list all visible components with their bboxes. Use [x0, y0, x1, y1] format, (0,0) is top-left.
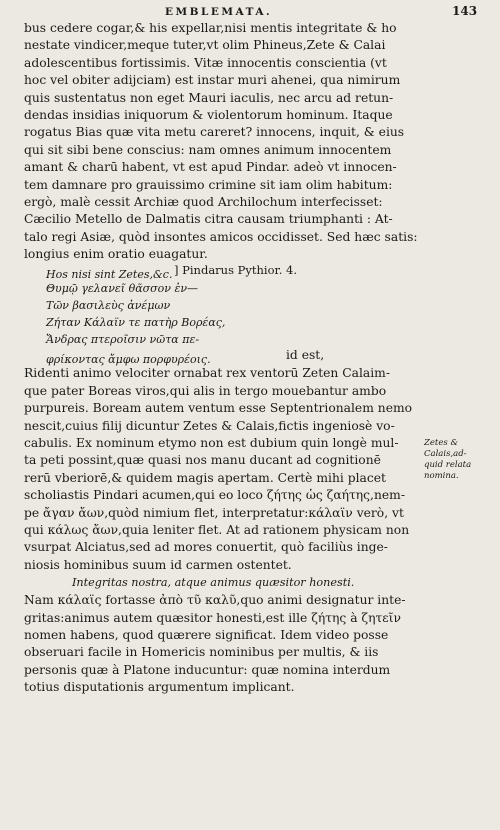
text-line: rerū vberiorē,& quidem magis apertam. Certè mihi placet [24, 470, 386, 485]
text-line: purpureis. Boream autem ventum esse Septentrionalem nemo [24, 401, 413, 416]
quote-lemma-row [24, 263, 432, 280]
text-line: adolescentibus fortissimis. Vitæ innocentis conscientia (vt [24, 55, 387, 70]
text-line: quis sustentatus non eget Mauri iaculis, nec arcu ad retun- [24, 90, 394, 105]
text-line: totius disputationis argumentum implicant. [24, 680, 295, 695]
greek-verse-last-row [24, 348, 432, 365]
text-line: nomen habens, quod quærere significat. Idem video posse [24, 627, 389, 642]
greek-verse-line: Θυμῷ γελανεῖ θᾶσσον ἐν— [46, 282, 199, 296]
text-line: hoc vel obiter adijciam) est instar muri ahenei, qua nimirum [24, 73, 401, 88]
text-line: gritas:animus autem quæsitor honesti,est ille ζήτης à ζητεῖν [24, 610, 401, 625]
text-line: pe ἄγαν ἄων,quòd nimium flet, interpretatur:κάλαϊν verò, vt [24, 505, 404, 520]
marginal-note-line: Zetes & [424, 438, 459, 448]
text-line: bus cedere cogar,& his expellar,nisi mentis integritate & ho [24, 21, 397, 35]
section-heading: Integritas nostra, atque animus quæsitor honesti. [72, 576, 355, 590]
text-line: ta peti possint,quæ quasi nos manu ducant ad cognitionē [24, 453, 381, 468]
text-line: ergò, malè cessit Archiæ quod Archilochum interfecisset: [24, 194, 383, 209]
text-line: Cæcilio Metello de Dalmatis citra causam triumphanti : At- [24, 212, 393, 227]
body-text [24, 20, 432, 697]
text-line: dendas insidias iniquorum & violentorum hominum. Itaque [24, 107, 393, 122]
greek-verse-line: Ζήταν Κάλαϊν τε πατὴρ Βορέας, [46, 316, 226, 330]
text-line: personis quæ à Platone inducuntur: quæ nomina interdum [24, 662, 391, 677]
text-line: amant & charū habent, vt est apud Pindar. adeò vt innocen- [24, 160, 397, 175]
verse-quotation [24, 263, 432, 365]
running-head: EMBLEMATA. [165, 6, 273, 18]
quote-lemma: Hos nisi sint Zetes,&c. [46, 268, 173, 282]
paragraph-1 [24, 20, 432, 263]
text-line: talo regi Asiæ, quòd insontes amicos occidisset. Sed hæc satis: [24, 229, 418, 244]
text-line: rogatus Bias quæ vita metu careret? innocens, inquit, & eius [24, 125, 405, 140]
text-line: longius enim oratio euagatur. [24, 247, 208, 262]
paragraph-3 [24, 592, 432, 696]
text-line: obseruari facile in Homericis nominibus per multis, & iis [24, 645, 379, 660]
text-line: niosis hominibus suum id carmen ostentet. [24, 557, 292, 572]
text-line: nescit,cuius filij dicuntur Zetes & Calais,fictis ingeniosè vo- [24, 418, 395, 433]
text-line: vsurpat Alciatus,sed ad mores conuertit, quò faciliùs inge- [24, 540, 388, 555]
quote-citation: ] Pindarus Pythior. 4. [174, 263, 298, 278]
text-line: Nam κάλαϊς fortasse ἀπὸ τῦ καλῦ,quo animi designatur inte- [24, 593, 406, 608]
text-line: scholiastis Pindari acumen,qui eo loco ζήτης ὡς ζαήτης,nem- [24, 488, 405, 503]
text-line: qui sit sibi bene conscius: nam omnes animum innocentem [24, 142, 392, 157]
text-line: Ridenti animo velociter ornabat rex ventorū Zeten Calaim- [24, 366, 390, 381]
greek-verse-line: Ἄνδρας πτεροῖσιν νῶτα πε- [46, 333, 200, 347]
greek-verse-line: Τῶν βασιλεὺς ἀνέμων [46, 299, 171, 313]
text-line: que pater Boreas viros,qui alis in tergo mouebantur ambo [24, 383, 387, 398]
text-line: nestate vindicer,meque tuter,vt olim Phineus,Zete & Calai [24, 38, 386, 53]
marginal-note-line: Calais,ad- [424, 449, 467, 459]
marginal-note-line: quid relata [424, 460, 472, 470]
marginal-note [424, 438, 494, 482]
text-line: tem damnare pro grauissimo crimine sit iam olim habitum: [24, 177, 393, 192]
id-est-label: id est, [286, 348, 325, 363]
text-line: qui κάλως ἄων,quia leniter flet. At ad rationem physicam non [24, 522, 410, 537]
paragraph-2 [24, 365, 432, 574]
greek-verse-line: φρίκοντας ἄμφω πορφυρέοις. [46, 353, 211, 367]
page-number: 143 [452, 4, 478, 18]
text-line: cabulis. Ex nominum etymo non est dubium quin longè mul- [24, 436, 399, 451]
marginal-note-line: nomina. [424, 471, 459, 481]
